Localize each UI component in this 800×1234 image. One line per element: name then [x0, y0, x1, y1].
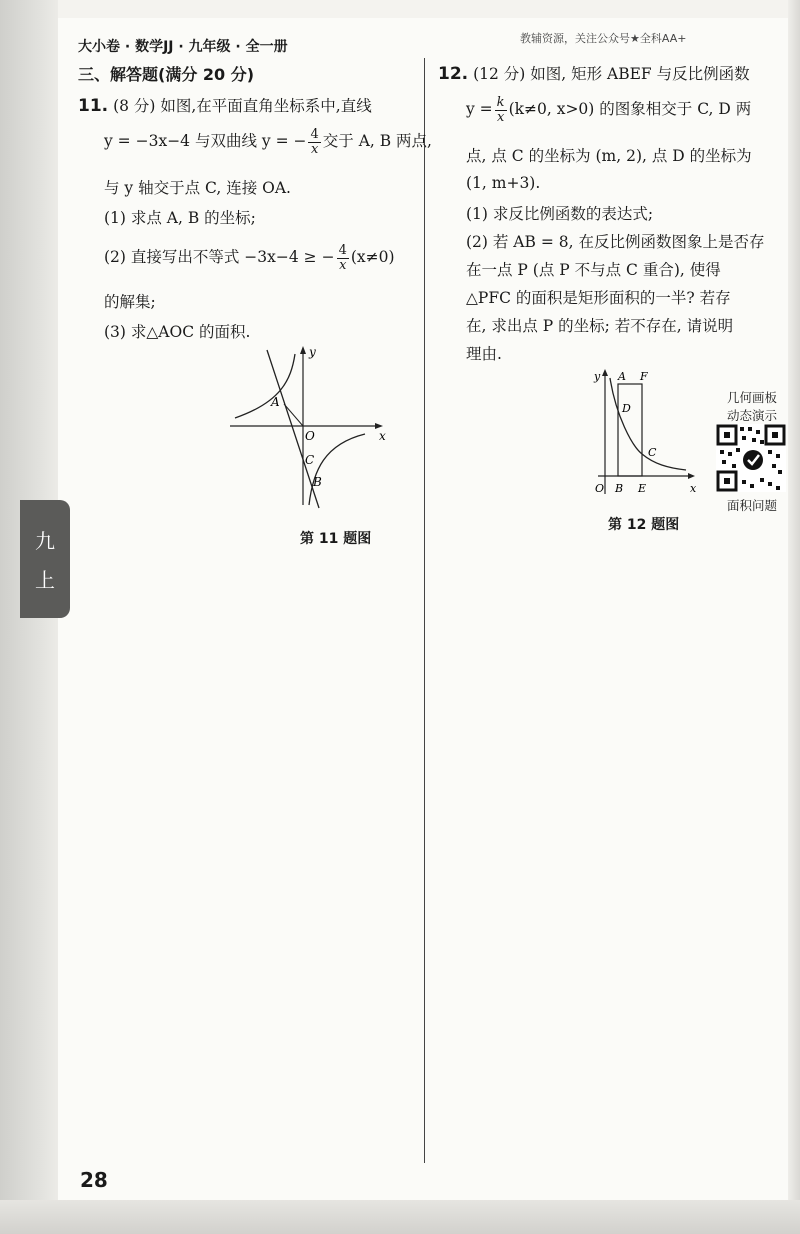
- q12-line2: [466, 96, 751, 124]
- q11-line7: (3) 求△AOC 的面积.: [104, 323, 251, 341]
- q11-y-arrow: [300, 346, 306, 354]
- q12-label-E: E: [638, 482, 647, 495]
- q11-line2: [104, 128, 432, 156]
- qr-label-bottom: 面积问题: [726, 498, 777, 513]
- q12-line4: (1, m+3).: [466, 174, 541, 192]
- q11-caption: 第 11 题图: [300, 531, 372, 547]
- q11-text5b: (x≠0): [350, 248, 395, 267]
- q12-rectangle-ABEF: [618, 384, 642, 476]
- q12-label-A: A: [618, 370, 626, 383]
- q11-hyperbola-right: [309, 434, 365, 505]
- q11-figure: [225, 340, 405, 510]
- q11-label-O: O: [305, 429, 315, 443]
- q12-label-C: C: [648, 446, 657, 459]
- q12-line8: △PFC 的面积是矩形面积的一半? 若存: [466, 289, 731, 307]
- q11-text1: (8 分) 如图,在平面直角坐标系中,直线: [113, 97, 372, 115]
- q11-text2b: 交于 A, B 两点,: [322, 132, 432, 151]
- q11-line3: 与 y 轴交于点 C, 连接 OA.: [104, 179, 291, 197]
- q11-frac1-den: x: [310, 141, 319, 157]
- q11-label-A: A: [271, 395, 280, 409]
- page-number: 28: [80, 1168, 108, 1192]
- grade-side-tab: [20, 500, 70, 618]
- q12-number: 12.: [438, 64, 469, 84]
- side-tab-line2: 上: [35, 568, 55, 592]
- qr-label-mid: 动态演示: [726, 408, 777, 423]
- q11-text2a: y = −3x−4 与双曲线 y = −: [104, 132, 307, 151]
- q11-label-y: y: [309, 345, 316, 359]
- q12-text2b: (k≠0, x>0) 的图象相交于 C, D 两: [508, 100, 752, 119]
- q12-label-F: F: [640, 370, 648, 383]
- q12-line5: (1) 求反比例函数的表达式;: [466, 205, 654, 223]
- q11-label-C: C: [305, 453, 315, 467]
- q12-line7: 在一点 P (点 P 不与点 C 重合), 使得: [466, 261, 721, 279]
- q11-fraction2: [337, 244, 349, 272]
- q11-frac2-den: x: [339, 257, 347, 273]
- column-divider: [424, 58, 425, 1163]
- q12-line10: 理由.: [466, 345, 502, 363]
- side-tab-line1: 九: [35, 529, 55, 553]
- q11-text5a: (2) 直接写出不等式 −3x−4 ≥ −: [104, 248, 335, 267]
- q12-figure: [588, 366, 703, 506]
- q12-label-x: x: [690, 482, 697, 495]
- q12-line9: 在, 求出点 P 的坐标; 若不存在, 请说明: [466, 317, 734, 335]
- q12-label-B: B: [615, 482, 624, 495]
- q12-line3: 点, 点 C 的坐标为 (m, 2), 点 D 的坐标为: [466, 147, 752, 165]
- q12-label-O: O: [595, 482, 605, 495]
- q12-fraction: [495, 96, 507, 124]
- q11-number: 11.: [78, 96, 109, 116]
- q11-line5: [104, 244, 395, 272]
- q12-label-y: y: [594, 370, 601, 383]
- q11-segment-OA: [284, 404, 303, 426]
- q12-line1: [438, 62, 750, 84]
- q11-line6: 的解集;: [104, 293, 156, 311]
- book-title: 大小卷 · 数学JJ · 九年级 · 全一册: [78, 39, 288, 55]
- q11-line1: [78, 94, 372, 116]
- q12-label-D: D: [622, 402, 631, 415]
- q11-label-x: x: [379, 429, 386, 443]
- q11-frac2-num: 4: [338, 243, 347, 258]
- q12-text2-pre: y =: [466, 100, 493, 119]
- q12-frac-den: x: [496, 109, 505, 125]
- qr-code[interactable]: [716, 424, 786, 492]
- q12-text1: (12 分) 如图, 矩形 ABEF 与反比例函数: [473, 65, 750, 83]
- q12-caption: 第 12 题图: [608, 517, 680, 533]
- q12-frac-num: k: [496, 95, 505, 110]
- q12-x-arrow: [688, 473, 695, 479]
- q12-line6: (2) 若 AB = 8, 在反比例函数图象上是否存: [466, 233, 765, 251]
- q11-label-B: B: [313, 475, 322, 489]
- section-title: 三、解答题(满分 20 分): [78, 65, 255, 84]
- qr-label-top: 几何画板: [726, 390, 777, 405]
- q11-frac1-num: 4: [310, 127, 319, 142]
- promo-text: 教辅资源，关注公众号★全科AA+: [520, 32, 687, 45]
- q11-fraction1: [308, 128, 320, 156]
- q12-y-arrow: [602, 369, 608, 376]
- q11-line4: (1) 求点 A, B 的坐标;: [104, 209, 256, 227]
- scan-bottom-edge: [0, 1200, 800, 1234]
- scan-right-edge: [788, 0, 800, 1234]
